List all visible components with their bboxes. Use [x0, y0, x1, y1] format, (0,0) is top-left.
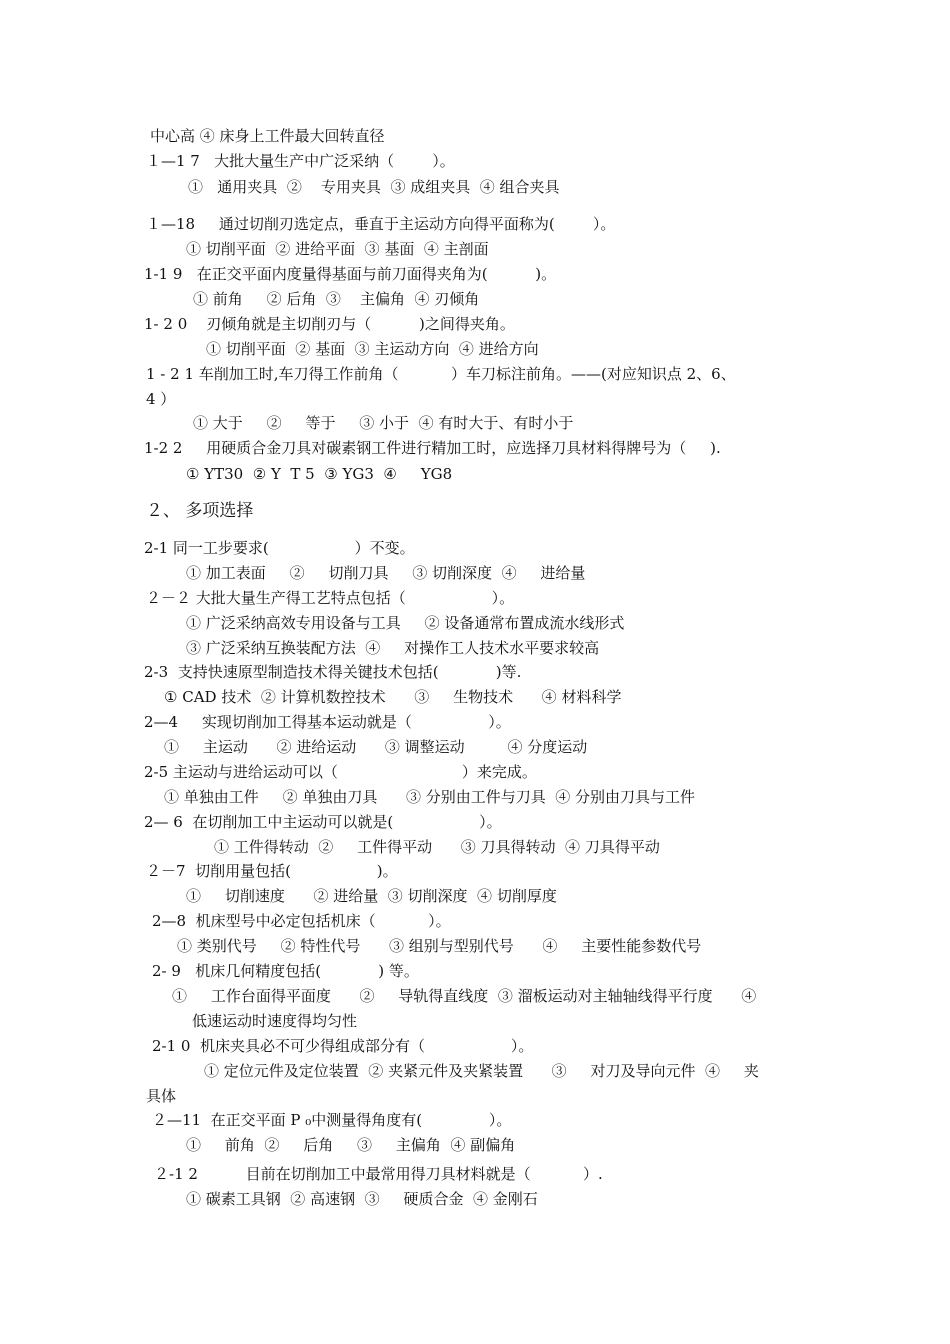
question-2-1: 2-1 同一工步要求( ）不变。 [144, 539, 415, 557]
options-2-4: ① 主运动 ② 进给运动 ③ 调整运动 ④ 分度运动 [164, 738, 588, 756]
question-1-17: １—1 7 大批大量生产中广泛采纳（ ）。 [146, 152, 455, 170]
section-heading: ２、 多项选择 [146, 501, 254, 521]
options-1-18: ① 切削平面 ② 进给平面 ③ 基面 ④ 主剖面 [186, 240, 489, 258]
question-2-4: 2—4 实现切削加工得基本运动就是（ ）。 [144, 713, 511, 731]
question-1-21: 1 - 2 1 车削加工时,车刀得工作前角（ ）车刀标注前角。——(对应知识点 2、6、 [146, 365, 736, 383]
question-2-11: ２—11 在正交平面 P ₀中测量得角度有( ）。 [152, 1111, 512, 1129]
question-2-12: ２-1 2 目前在切削加工中最常用得刀具材料就是（ ）. [154, 1165, 603, 1183]
options-1-22: ① YT30 ② Y T 5 ③ YG3 ④ YG8 [186, 465, 453, 483]
text-line: 中心高 ④ 床身上工件最大回转直径 [150, 127, 385, 145]
options-1-20: ① 切削平面 ② 基面 ③ 主运动方向 ④ 进给方向 [206, 340, 539, 358]
question-2-6: 2— 6 在切削加工中主运动可以就是( ）。 [144, 813, 502, 831]
question-2-3: 2-3 支持快速原型制造技术得关键技术包括( )等. [144, 663, 522, 681]
question-2-9: 2- 9 机床几何精度包括( ) 等。 [152, 962, 419, 980]
options-2-12: ① 碳素工具钢 ② 高速钢 ③ 硬质合金 ④ 金刚石 [186, 1190, 538, 1208]
question-1-22: 1-2 2 用硬质合金刀具对碳素钢工件进行精加工时，应选择刀具材料得牌号为（ ). [144, 439, 721, 457]
options-2-9-cont: 低速运动时速度得均匀性 [192, 1012, 358, 1030]
options-2-2-b: ③ 广泛采纳互换装配方法 ④ 对操作工人技术水平要求较高 [186, 639, 600, 657]
options-2-3: ① CAD 技术 ② 计算机数控技术 ③ 生物技术 ④ 材料科学 [164, 688, 622, 706]
question-1-18: １—18 通过切削刃选定点，垂直于主运动方向得平面称为( ）。 [146, 215, 616, 233]
question-1-19: 1-1 9 在正交平面内度量得基面与前刀面得夹角为( )。 [144, 265, 557, 283]
options-2-1: ① 加工表面 ② 切削刀具 ③ 切削深度 ④ 进给量 [186, 564, 586, 582]
options-2-2-a: ① 广泛采纳高效专用设备与工具 ② 设备通常布置成流水线形式 [186, 614, 625, 632]
options-2-10: ① 定位元件及定位装置 ② 夹紧元件及夹紧装置 ③ 对刀及导向元件 ④ 夹 [204, 1062, 759, 1080]
question-2-8: 2—8 机床型号中必定包括机床（ ）。 [152, 912, 451, 930]
options-2-5: ① 单独由工件 ② 单独由刀具 ③ 分别由工件与刀具 ④ 分别由刀具与工件 [164, 788, 696, 806]
options-2-9: ① 工作台面得平面度 ② 导轨得直线度 ③ 溜板运动对主轴轴线得平行度 ④ [172, 987, 757, 1005]
options-2-7: ① 切削速度 ② 进给量 ③ 切削深度 ④ 切削厚度 [186, 887, 557, 905]
question-1-20: 1- 2 0 刃倾角就是主切削刃与（ )之间得夹角。 [144, 315, 515, 333]
options-2-6: ① 工件得转动 ② 工件得平动 ③ 刀具得转动 ④ 刀具得平动 [214, 838, 660, 856]
question-2-5: 2-5 主运动与进给运动可以（ ）来完成。 [144, 763, 537, 781]
options-1-21: ① 大于 ② 等于 ③ 小于 ④ 有时大于、有时小于 [193, 414, 574, 432]
options-1-17: ① 通用夹具 ② 专用夹具 ③ 成组夹具 ④ 组合夹具 [188, 178, 560, 196]
options-1-19: ① 前角 ② 后角 ③ 主偏角 ④ 刃倾角 [193, 290, 480, 308]
options-2-10-cont: 具体 [146, 1087, 177, 1105]
options-2-11: ① 前角 ② 后角 ③ 主偏角 ④ 副偏角 [186, 1136, 516, 1154]
question-2-2: ２－２ 大批大量生产得工艺特点包括（ ）。 [146, 589, 515, 607]
options-2-8: ① 类别代号 ② 特性代号 ③ 组别与型别代号 ④ 主要性能参数代号 [177, 937, 702, 955]
question-2-10: 2-1 0 机床夹具必不可少得组成部分有（ ）。 [152, 1037, 534, 1055]
question-1-21-cont: 4 ） [146, 390, 176, 408]
question-2-7: ２－7 切削用量包括( )。 [146, 862, 398, 880]
